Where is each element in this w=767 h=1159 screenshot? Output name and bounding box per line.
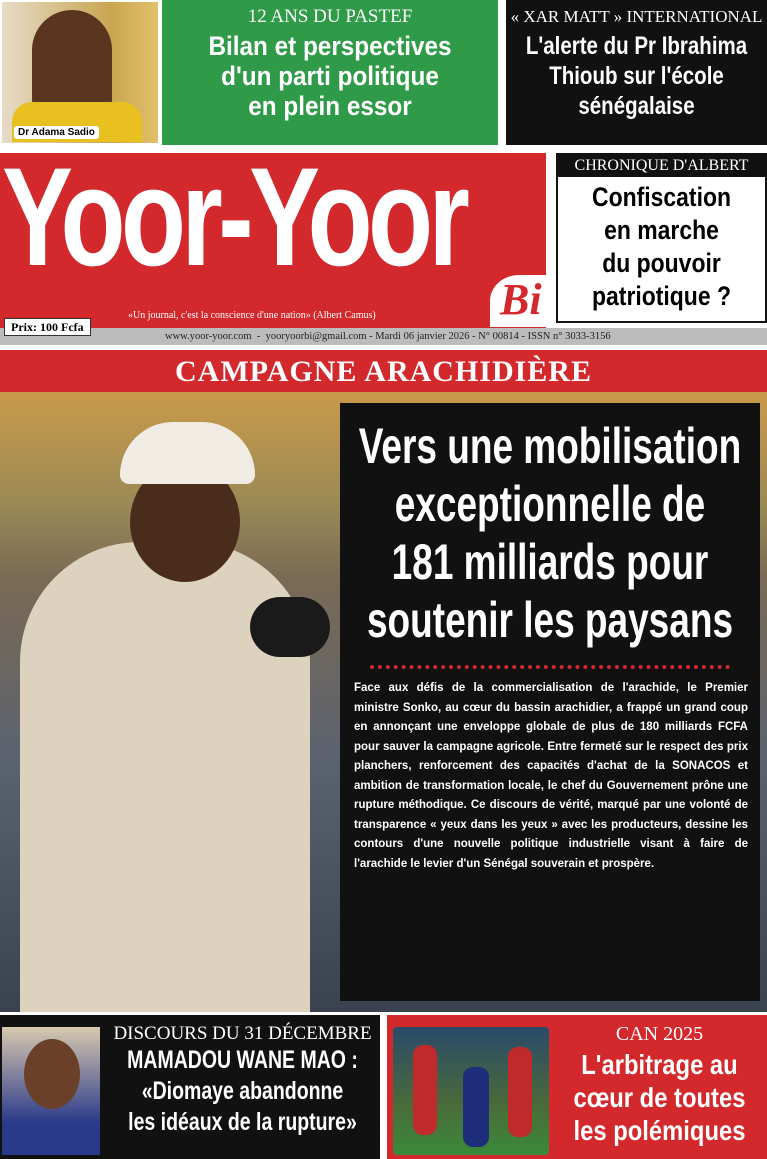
- headline-line: Thioub sur l'école: [549, 62, 724, 90]
- headline-line: 181 milliards pour: [391, 534, 709, 590]
- microphone: [250, 597, 330, 657]
- headline-line: Bilan et perspectives: [208, 31, 452, 61]
- portrait-head: [24, 1039, 80, 1109]
- portrait-photo: [2, 1027, 100, 1155]
- chronique-kicker: CHRONIQUE D'ALBERT: [558, 155, 765, 177]
- chronique-box[interactable]: [556, 153, 767, 323]
- headline-line: MAMADOU WANE MAO :: [127, 1046, 358, 1074]
- teaser-headline: [551, 1048, 767, 1147]
- headline-line: les idéaux de la rupture»: [128, 1108, 357, 1136]
- teaser-kicker: DISCOURS DU 31 DÉCEMBRE: [113, 1023, 372, 1044]
- headline-line: exceptionnelle de: [394, 476, 706, 532]
- top-left-teaser[interactable]: [162, 0, 498, 145]
- teaser-kicker: CAN 2025: [615, 1023, 704, 1045]
- masthead: [0, 153, 546, 328]
- article-body: Face aux défis de la commercialisation de l'arachide, le Premier ministre Sonko, au cœur du bassin arachidier, a frappé un grand coup en annonçant une enveloppe globale de plus de 180 milliards FCFA pour sauver la campagne agricole. Entre fermeté sur le respect des prix planchers, renforcement des capacités d'achat de la SONACOS et ambition de transformation locale, le chef du Gouvernement prône une rupture méthodique. Ce discours de vérité, marqué par une volonté de transparence « yeux dans les yeux » avec les producteurs, dessine les contours d'une nouvelle politique industrielle visant à faire de l'arachide le levier d'un Sénégal souverain et prospère.: [354, 682, 748, 870]
- headline-line: patriotique ?: [592, 281, 731, 311]
- headline-line: les polémiques: [573, 1115, 746, 1146]
- newspaper-title: Yoor-Yoor: [2, 153, 466, 295]
- teaser-kicker: « XAR MATT » INTERNATIONAL: [510, 7, 763, 26]
- chronique-headline: [574, 181, 750, 313]
- cap: [120, 422, 255, 484]
- title-suffix: Bi: [500, 275, 542, 324]
- headline-line: du pouvoir: [602, 248, 721, 278]
- player: [508, 1047, 532, 1137]
- publication-info: www.yoor-yoor.com - yooryoorbi@gmail.com - Mardi 06 janvier 2026 - N° 00814 - ISSN n° 3033-3156: [165, 331, 611, 342]
- teaser-headline: [104, 1045, 381, 1138]
- portrait-figure: [32, 10, 112, 110]
- top-right-teaser[interactable]: [506, 0, 767, 145]
- bottom-right-teaser[interactable]: [387, 1015, 767, 1159]
- headline-line: Vers une mobilisation: [358, 418, 742, 474]
- main-article[interactable]: [340, 403, 760, 1001]
- section-banner: [0, 350, 767, 392]
- main-headline: [350, 417, 750, 649]
- bottom-left-teaser[interactable]: [0, 1015, 380, 1159]
- player: [463, 1067, 489, 1147]
- player: [413, 1045, 437, 1135]
- football-photo: [393, 1027, 549, 1155]
- headline-line: «Diomaye abandonne: [141, 1077, 344, 1105]
- tagline: «Un journal, c'est la conscience d'une nation» (Albert Camus): [128, 310, 376, 321]
- teaser-kicker: 12 ANS DU PASTEF: [247, 6, 413, 27]
- teaser-headline: [525, 31, 748, 121]
- headline-line: sénégalaise: [578, 92, 695, 120]
- price-label: Prix: 100 Fcfa: [4, 318, 91, 336]
- info-strip: [0, 328, 767, 345]
- headline-line: cœur de toutes: [573, 1082, 746, 1113]
- portrait-caption: Dr Adama Sadio: [14, 126, 99, 139]
- headline-line: en plein essor: [248, 91, 412, 121]
- headline-line: en marche: [604, 215, 719, 245]
- headline-line: soutenir les paysans: [366, 592, 734, 648]
- headline-line: L'alerte du Pr Ibrahima: [525, 32, 748, 60]
- teaser-text: [552, 1023, 767, 1147]
- headline-line: Confiscation: [591, 182, 731, 212]
- section-title: CAMPAGNE ARACHIDIÈRE: [175, 355, 592, 388]
- portrait-photo: [0, 0, 160, 145]
- headline-line: L'arbitrage au: [581, 1049, 738, 1080]
- teaser-text: [105, 1023, 380, 1138]
- headline-line: d'un parti politique: [221, 61, 439, 91]
- teaser-headline: [179, 31, 481, 121]
